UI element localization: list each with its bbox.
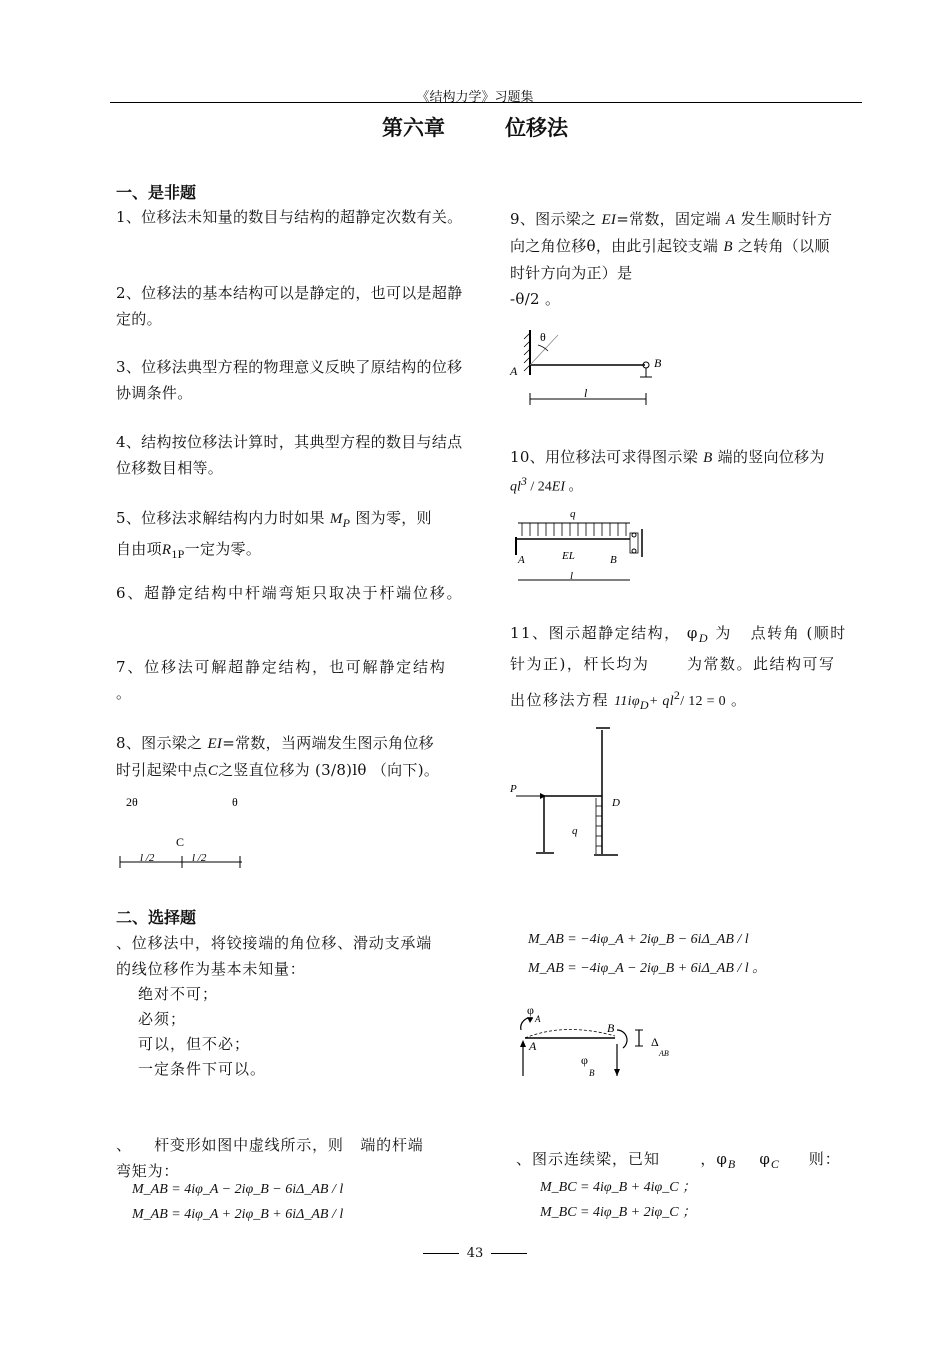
question-6: 6、超静定结构中杆端弯矩只取决于杆端位移。: [116, 584, 464, 602]
choice-2-option-2: M_AB = 4iφ_A + 2iφ_B + 6iΔ_AB / l: [132, 1207, 344, 1222]
q11-label-q: q: [572, 825, 578, 837]
q8-half-length-2: l /2: [192, 852, 207, 864]
c2-delta-sub: AB: [659, 1049, 669, 1058]
section-heading-multiple-choice: 二、选择题: [116, 908, 197, 927]
header-rule: [110, 102, 862, 103]
choice-3-option-2: M_BC = 4iφ_B + 2iφ_C ；: [540, 1205, 697, 1220]
q9-theta-label: θ: [540, 330, 546, 344]
c2-phiA-sub: A: [535, 1014, 541, 1024]
c2-phiA: φ: [527, 1003, 534, 1017]
q9-label-A: A: [510, 364, 518, 378]
q9-length-label: l: [584, 386, 588, 400]
choice-2-option-1: M_AB = 4iφ_A − 2iφ_B − 6iΔ_AB / l: [132, 1182, 344, 1197]
choice-1-option-4: 一定条件下可以。: [138, 1060, 267, 1078]
choice-2-option-3: M_AB = −4iφ_A + 2iφ_B − 6iΔ_AB / l: [528, 932, 749, 947]
question-3: 3、位移法典型方程的物理意义反映了原结构的位移协调条件。: [116, 358, 463, 402]
question-4: 4、结构按位移法计算时，其典型方程的数目与结点位移数目相等。: [116, 433, 463, 477]
q11-label-D: D: [612, 797, 620, 809]
q8-half-length-1: l /2: [140, 852, 155, 864]
q10-load-label: q: [570, 508, 576, 520]
choice-question-3: 、图示连续梁，已知 ，$\varphi_B$ $\varphi_C$ 则：: [516, 1150, 841, 1171]
q10-label-A: A: [518, 554, 525, 566]
choice-1-option-2: 必须；: [138, 1010, 187, 1028]
q8-left-angle: 2θ: [126, 795, 138, 809]
q8-right-angle: θ: [232, 795, 238, 809]
q9-label-B: B: [654, 356, 662, 370]
c2-deflected-shape: [525, 1029, 615, 1038]
q8-midpoint-label: C: [176, 835, 185, 849]
question-11-equation: 出位移法方程 $11i\varphi_D+ ql^2/$ 12 = 0 。: [510, 688, 747, 712]
chapter-number: 第六章: [382, 116, 445, 140]
c2-phiB: φ: [581, 1053, 588, 1067]
choice-2-option-4: M_AB = −4iφ_A − 2iφ_B + 6iΔ_AB / l 。: [528, 961, 767, 976]
q8-beam-figure: [110, 790, 260, 870]
question-1: 1、位移法未知量的数目与结构的超静定次数有关。: [116, 208, 463, 226]
question-9: 9、图示梁之 EI=常数，固定端 A 发生顺时针方 向之角位移θ，由此引起铰支端 B 之转角（以顺 时针方向为正）是 -θ/2 。: [510, 210, 833, 308]
page-number: 43: [466, 1246, 484, 1261]
page-footer: [0, 1246, 950, 1261]
c2-phiB-sub: B: [589, 1068, 595, 1078]
q10-length-label: l: [570, 570, 574, 582]
question-8: 8、图示梁之 EI=常数，当两端发生图示角位移 时引起梁中点C之竖直位移为 (3/8)lθ （向下)。: [116, 734, 440, 779]
question-7: 7、位移法可解超静定结构，也可解静定结构 。: [116, 658, 447, 702]
question-10: 10、用位移法可求得图示梁 B 端的竖向位移为: [510, 448, 825, 466]
q11-frame-figure: [506, 722, 636, 864]
question-2: 2、位移法的基本结构可以是静定的，也可以是超静定的。: [116, 284, 463, 328]
question-11: 11、图示超静定结构， $\varphi_D$ 为 点转角 (顺时 针为正)，杆长均为 为常数。此结构可写: [510, 624, 847, 673]
q10-label-B: B: [610, 554, 617, 566]
q10-beam-figure: [508, 505, 658, 585]
choice-question-1: 、位移法中，将铰接端的角位移、滑动支承端 的线位移作为基本未知量：: [116, 934, 433, 978]
choice-question-2: 、 杆变形如图中虚线所示，则 端的杆端 弯矩为：: [116, 1136, 424, 1180]
q10-slider-support: [630, 533, 638, 553]
question-5: 5、位移法求解结构内力时如果 $M_P$ 图为零，则 自由项$R_{1P}$一定为零。: [116, 509, 432, 561]
q11-label-P: P: [510, 783, 517, 795]
running-header: 《结构力学》习题集: [416, 90, 534, 105]
c2-delta: Δ: [651, 1035, 659, 1049]
chapter-name: 位移法: [505, 116, 568, 140]
choice-3-option-1: M_BC = 4iφ_B + 4iφ_C ；: [540, 1180, 697, 1195]
chapter-title: [0, 112, 950, 142]
choice-2-beam-figure: [505, 1000, 685, 1082]
choice-1-option-3: 可以，但不必；: [138, 1035, 251, 1053]
c2-label-B: B: [607, 1021, 615, 1035]
choice-1-option-1: 绝对不可；: [138, 985, 219, 1003]
q10-label-EL: EL: [562, 550, 575, 562]
q10-answer: $ql^3 / 24EI$ 。: [510, 474, 583, 495]
c2-label-A: A: [529, 1039, 537, 1053]
q9-beam-figure: [508, 325, 678, 410]
section-heading-true-false: 一、是非题: [116, 183, 197, 202]
